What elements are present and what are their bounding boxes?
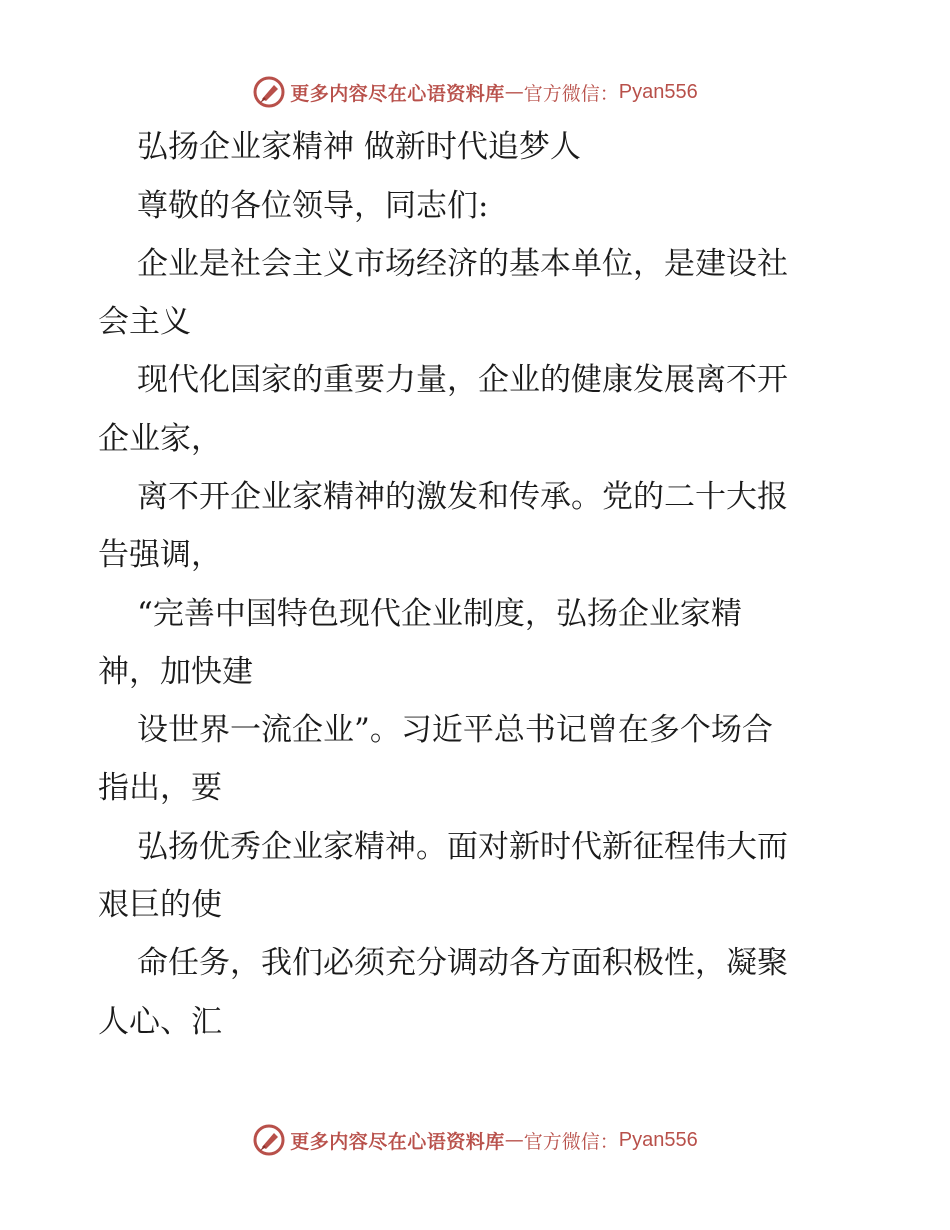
header-separator: — <box>504 81 524 103</box>
paragraph-line: 现代化国家的重要力量，企业的健康发展离不开 <box>137 362 788 398</box>
pen-nib-circle-icon <box>252 1123 286 1157</box>
footer-wechat-id: Pyan556 <box>618 1128 698 1151</box>
paragraph-line: 会主义 <box>98 304 191 340</box>
paragraph-line: 设世界一流企业”。习近平总书记曾在多个场合 <box>137 712 773 748</box>
footer-banner <box>0 1120 950 1160</box>
header-wechat-id: Pyan556 <box>618 80 698 103</box>
paragraph-line: 神，加快建 <box>98 654 253 690</box>
paragraph-line: 弘扬优秀企业家精神。面对新时代新征程伟大而 <box>137 829 788 865</box>
paragraph-line: 企业家， <box>98 421 222 457</box>
header-brand-text: 更多内容尽在心语资料库 <box>290 82 505 105</box>
document-title: 弘扬企业家精神 做新时代追梦人 <box>137 129 581 165</box>
paragraph-line: 艰巨的使 <box>98 887 222 923</box>
paragraph-line: 企业是社会主义市场经济的基本单位，是建设社 <box>137 246 788 282</box>
paragraph-line: 离不开企业家精神的激发和传承。党的二十大报 <box>137 479 788 515</box>
paragraph-line: 命任务，我们必须充分调动各方面积极性，凝聚 <box>137 945 788 981</box>
salutation: 尊敬的各位领导，同志们: <box>137 188 489 224</box>
footer-separator: — <box>504 1129 524 1151</box>
header-wechat-label: 官方微信： <box>523 82 619 105</box>
pen-nib-circle-icon <box>252 75 286 109</box>
paragraph-line: “完善中国特色现代企业制度，弘扬企业家精 <box>137 596 742 632</box>
header-banner <box>0 72 950 112</box>
paragraph-line: 指出，要 <box>98 770 222 806</box>
footer-wechat-label: 官方微信： <box>523 1130 619 1153</box>
paragraph-line: 告强调， <box>98 537 222 573</box>
footer-brand-text: 更多内容尽在心语资料库 <box>290 1130 505 1153</box>
paragraph-line: 人心、汇 <box>98 1004 222 1040</box>
